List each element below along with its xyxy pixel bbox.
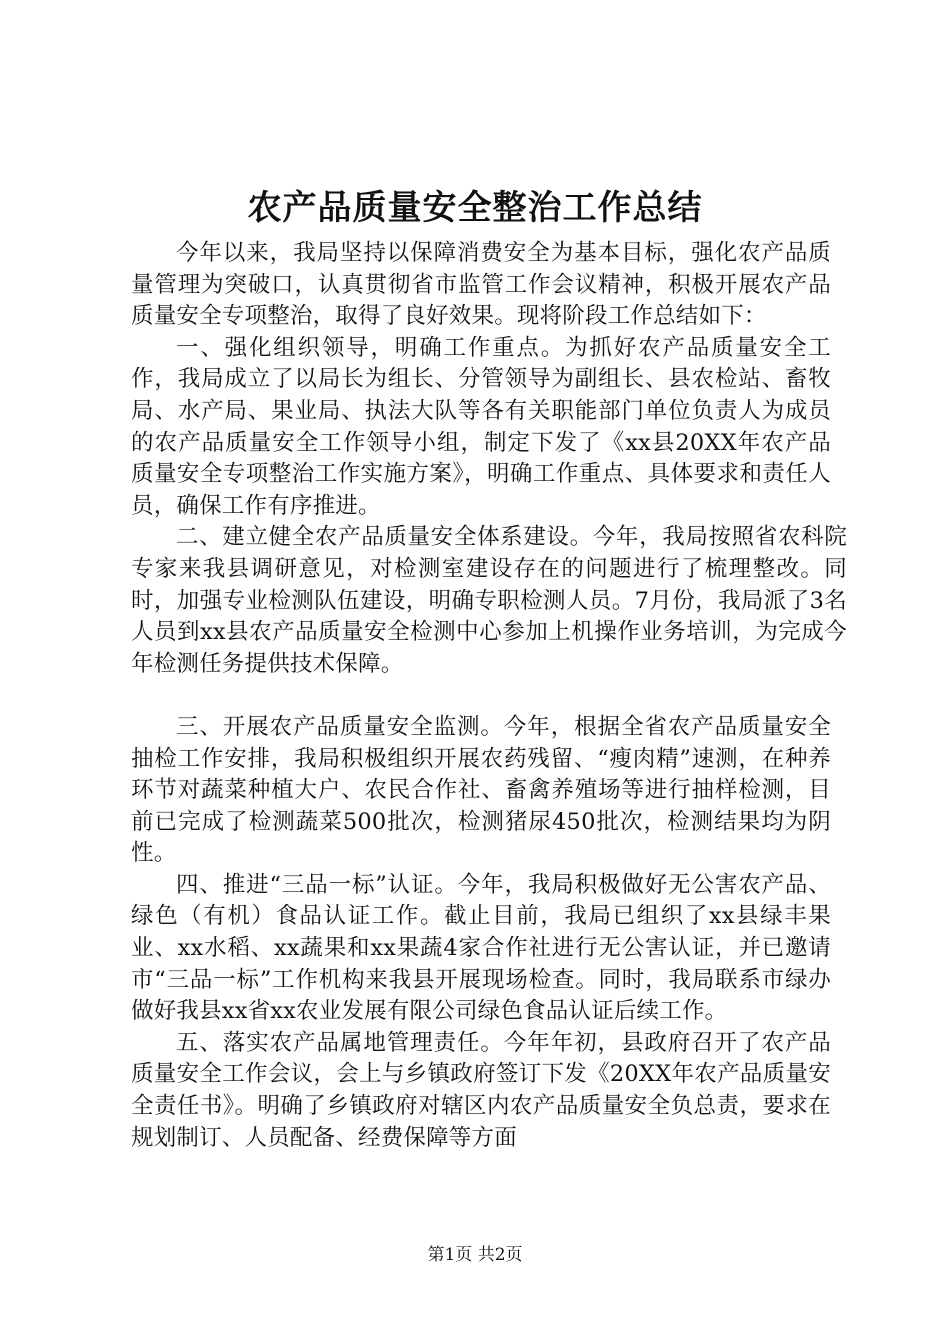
section-4-paragraph: 四、推进“三品一标”认证。今年，我局积极做好无公害农产品、绿色（有机）食品认证工作。截止目前，我局已组织了xx县绿丰果业、xx水稻、xx蔬果和xx果蔬4家合作社进行无公害认证，并已邀请市“三品一标”工作机构来我县开展现场检查。同时，我局联系市绿办做好我县xx省xx农业发展有限公司绿色食品认证后续工作。: [131, 871, 831, 1025]
document-title: 农产品质量安全整治工作总结: [247, 188, 703, 228]
section-1-paragraph: 一、强化组织领导，明确工作重点。为抓好农产品质量安全工作，我局成立了以局长为组长、分管领导为副组长、县农检站、畜牧局、水产局、果业局、执法大队等各有关职能部门单位负责人为成员的农产品质量安全工作领导小组，制定下发了《xx县20XX年农产品质量安全专项整治工作实施方案》，明确工作重点、具体要求和责任人员，确保工作有序推进。: [131, 334, 831, 519]
paragraph-spacer: [131, 680, 831, 712]
section-3-paragraph: 三、开展农产品质量安全监测。今年，根据全省农产品质量安全抽检工作安排，我局积极组织开展农药残留、“瘦肉精”速测，在种养环节对蔬菜种植大户、农民合作社、畜禽养殖场等进行抽样检测，目前已完成了检测蔬菜500批次，检测猪尿450批次，检测结果均为阴性。: [131, 713, 831, 867]
document-body: [131, 238, 847, 1154]
section-2-paragraph: 二、建立健全农产品质量安全体系建设。今年，我局按照省农科院专家来我县调研意见，对检测室建设存在的问题进行了梳理整改。同时，加强专业检测队伍建设，明确专职检测人员。7月份，我局派了3名人员到xx县农产品质量安全检测中心参加上机操作业务培训，为完成今年检测任务提供技术保障。: [131, 524, 847, 677]
section-5-paragraph: 五、落实农产品属地管理责任。今年年初，县政府召开了农产品质量安全工作会议，会上与乡镇政府签订下发《20XX年农产品质量安全责任书》。明确了乡镇政府对辖区内农产品质量安全负总责，要求在规划制订、人员配备、经费保障等方面: [131, 1029, 831, 1151]
page-number-footer: 第1页 共2页: [427, 1245, 523, 1265]
intro-paragraph: 今年以来，我局坚持以保障消费安全为基本目标，强化农产品质量管理为突破口，认真贯彻省市监管工作会议精神，积极开展农产品质量安全专项整治，取得了良好效果。现将阶段工作总结如下：: [131, 240, 831, 330]
